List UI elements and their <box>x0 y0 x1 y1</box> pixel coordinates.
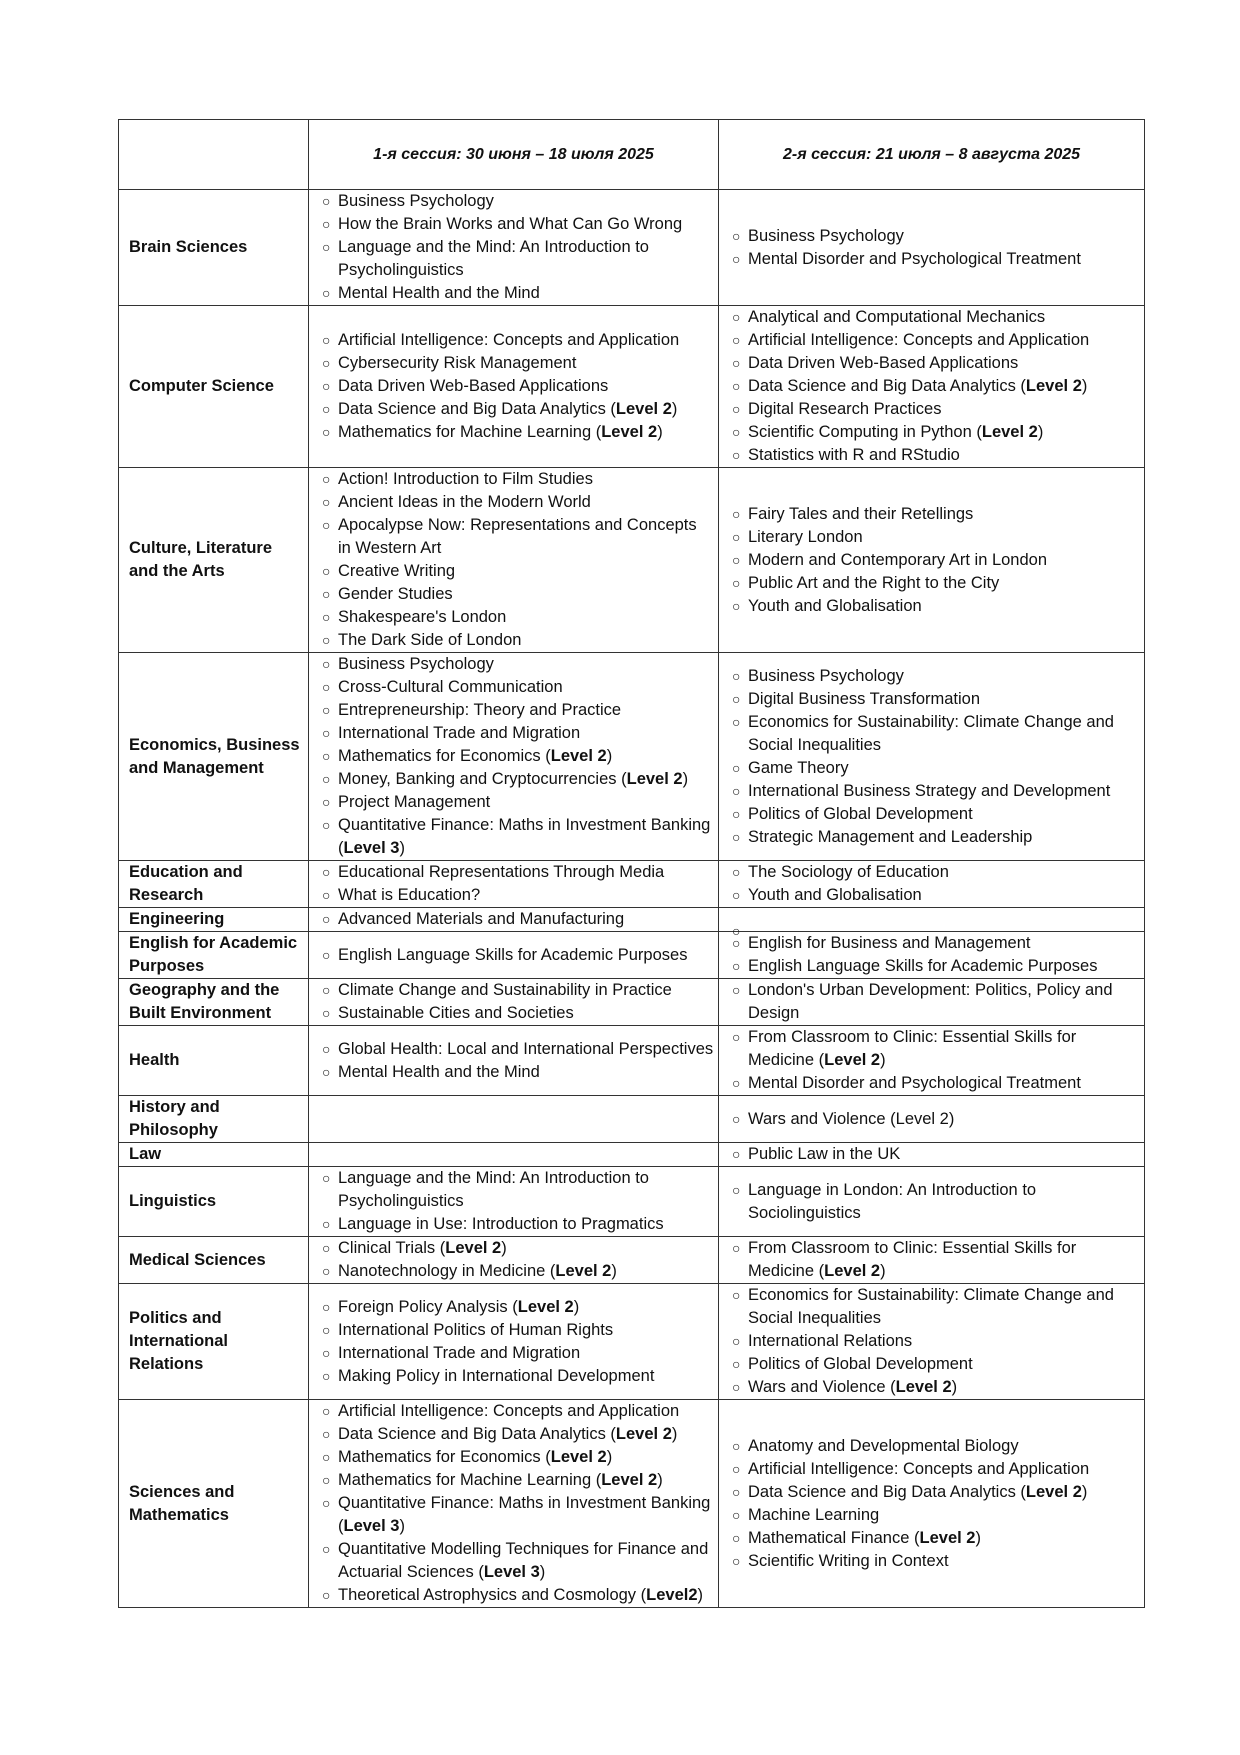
course-item <box>322 861 714 884</box>
course-title: Foreign Policy Analysis <box>338 1297 508 1316</box>
course-title: Politics of Global Development <box>748 1355 973 1373</box>
session-1-courses-cell <box>309 468 719 653</box>
course-item <box>322 722 714 745</box>
course-item: ○ Scientific Computing in Python (Level 2) <box>732 421 1140 444</box>
table-row <box>119 908 1145 932</box>
course-item <box>322 1213 714 1236</box>
course-item <box>322 1002 714 1025</box>
course-title: Public Law in the UK <box>748 1145 901 1163</box>
session-1-courses-cell <box>309 861 719 908</box>
course-level: Level 3 <box>483 1563 540 1581</box>
course-title: Data Driven Web-Based Applications <box>748 354 1019 372</box>
course-list <box>322 908 714 931</box>
course-title: English for Business and Management <box>748 934 1031 952</box>
course-title: Wars and Violence (Level 2) <box>748 1109 955 1128</box>
table-row <box>119 1026 1145 1096</box>
course-title: Statistics with R and RStudio <box>748 446 960 464</box>
course-title: English Language Skills for Academic Purposes <box>748 957 1098 975</box>
course-item <box>322 1038 714 1061</box>
course-item <box>322 1342 714 1365</box>
course-title: Data Science and Big Data Analytics <box>338 400 606 418</box>
course-title: From Classroom to Clinic: Essential Skills for Medicine <box>748 1239 1077 1280</box>
course-list <box>322 1038 714 1084</box>
session-1-courses-cell <box>309 306 719 468</box>
course-title: Public Art and the Right to the City <box>748 573 1000 592</box>
course-title: Project Management <box>338 793 491 811</box>
subject-cell: Linguistics <box>119 1167 309 1237</box>
course-list <box>322 944 714 967</box>
course-item: ○ Theoretical Astrophysics and Cosmology (Level2) <box>322 1584 714 1607</box>
course-list <box>732 1143 1140 1166</box>
session-1-courses-cell <box>309 1237 719 1284</box>
subject-cell: Brain Sciences <box>119 190 309 306</box>
course-title: Business Psychology <box>748 226 904 245</box>
course-item: ○ Data Science and Big Data Analytics (Level 2) <box>322 398 714 421</box>
course-title: Quantitative Finance: Maths in Investment Banking <box>338 1494 711 1512</box>
course-title: Shakespeare's London <box>338 608 507 626</box>
session-1-courses-cell <box>309 190 719 306</box>
course-title: Mental Disorder and Psychological Treatment <box>748 249 1081 268</box>
table-body <box>119 190 1145 1608</box>
table-row <box>119 1237 1145 1284</box>
session-2-courses-cell <box>719 468 1145 653</box>
course-item <box>322 1400 714 1423</box>
course-title: Ancient Ideas in the Modern World <box>338 493 591 511</box>
course-list <box>732 1108 1140 1131</box>
course-item: ○ Quantitative Modelling Techniques for Finance and Actuarial Sciences (Level 3) <box>322 1538 714 1584</box>
course-item <box>322 514 714 560</box>
course-list <box>322 329 714 444</box>
course-level: Level 2 <box>626 770 683 788</box>
course-item <box>732 1330 1140 1353</box>
course-level: Level 2 <box>824 1262 881 1280</box>
course-level: Level 2 <box>550 1448 607 1466</box>
course-level: Level 3 <box>343 839 400 857</box>
table-row <box>119 306 1145 468</box>
subject-cell: Economics, Business and Management <box>119 653 309 861</box>
table-row <box>119 1096 1145 1143</box>
subject-cell: Culture, Literature and the Arts <box>119 468 309 653</box>
course-item <box>322 653 714 676</box>
course-title: Action! Introduction to Film Studies <box>338 470 593 488</box>
session-2-courses-cell <box>719 1400 1145 1608</box>
course-title: Gender Studies <box>338 585 453 603</box>
course-list <box>322 190 714 305</box>
course-item <box>732 861 1140 884</box>
course-item <box>322 236 714 282</box>
course-item: ○ Mathematics for Machine Learning (Level 2) <box>322 421 714 444</box>
course-item <box>732 1072 1140 1095</box>
course-item <box>732 1550 1140 1573</box>
course-item <box>322 606 714 629</box>
table-row <box>119 1143 1145 1167</box>
session-1-courses-cell <box>309 932 719 979</box>
course-item: ○ Data Science and Big Data Analytics (Level 2) <box>732 375 1140 398</box>
session-2-courses-cell <box>719 1284 1145 1400</box>
course-list <box>732 1237 1140 1283</box>
course-list <box>732 1435 1140 1573</box>
session-1-courses-cell <box>309 1143 719 1167</box>
subject-cell: Medical Sciences <box>119 1237 309 1284</box>
course-item <box>322 699 714 722</box>
subject-cell: Engineering <box>119 908 309 932</box>
course-item <box>732 1458 1140 1481</box>
course-level: Level 2 <box>601 423 658 441</box>
course-item <box>322 190 714 213</box>
course-title: Language and the Mind: An Introduction to Psycholinguistics <box>338 238 649 279</box>
course-title: Cybersecurity Risk Management <box>338 354 577 372</box>
course-list <box>322 653 714 860</box>
course-item: ○ Quantitative Finance: Maths in Investment Banking (Level 3) <box>322 1492 714 1538</box>
course-item <box>322 944 714 967</box>
course-level: Level 2 <box>517 1297 574 1316</box>
course-title: Politics of Global Development <box>748 804 973 823</box>
course-title: Mathematical Finance <box>748 1528 910 1547</box>
course-title: Data Science and Big Data Analytics <box>748 1482 1016 1501</box>
course-item <box>732 688 1140 711</box>
session-1-courses-cell <box>309 908 719 932</box>
course-item <box>732 1353 1140 1376</box>
course-level: Level 2 <box>601 1471 658 1489</box>
course-level: Level2 <box>646 1586 698 1604</box>
subject-cell: Geography and the Built Environment <box>119 979 309 1026</box>
course-item <box>732 979 1140 1025</box>
course-item <box>732 398 1140 421</box>
course-title: Theoretical Astrophysics and Cosmology <box>338 1586 637 1604</box>
course-title: Literary London <box>748 527 863 546</box>
session-1-courses-cell <box>309 979 719 1026</box>
course-title: Sustainable Cities and Societies <box>338 1004 574 1022</box>
course-title: Analytical and Computational Mechanics <box>748 308 1046 326</box>
course-title: Game Theory <box>748 758 849 777</box>
subject-cell: Sciences and Mathematics <box>119 1400 309 1608</box>
course-title: Artificial Intelligence: Concepts and Application <box>748 1459 1090 1478</box>
header-session-1: 1-я сессия: 30 июня – 18 июля 2025 <box>309 120 719 190</box>
course-title: Business Psychology <box>338 192 494 210</box>
course-item: ○ Data Science and Big Data Analytics (Level 2) <box>732 1481 1140 1504</box>
course-title: Data Science and Big Data Analytics <box>748 377 1016 395</box>
session-1-courses-cell <box>309 1167 719 1237</box>
course-item <box>732 1143 1140 1166</box>
course-title: Clinical Trials <box>338 1239 436 1257</box>
subject-cell: Law <box>119 1143 309 1167</box>
table-row <box>119 1167 1145 1237</box>
session-2-courses-cell <box>719 861 1145 908</box>
session-1-courses-cell <box>309 653 719 861</box>
course-list <box>322 1400 714 1607</box>
subject-cell: History and Philosophy <box>119 1096 309 1143</box>
course-item <box>732 526 1140 549</box>
course-item <box>322 375 714 398</box>
course-title: Scientific Computing in Python <box>748 423 972 441</box>
course-title: Nanotechnology in Medicine <box>338 1262 546 1280</box>
course-title: Artificial Intelligence: Concepts and Application <box>338 1402 680 1420</box>
course-item <box>732 932 1140 955</box>
course-item <box>322 1061 714 1084</box>
session-2-courses-cell <box>719 1026 1145 1096</box>
course-list <box>732 503 1140 618</box>
session-2-courses-cell <box>719 1167 1145 1237</box>
course-list <box>322 861 714 907</box>
course-item: ○ Nanotechnology in Medicine (Level 2) <box>322 1260 714 1283</box>
course-item: ○ Mathematical Finance (Level 2) <box>732 1527 1140 1550</box>
course-item: ○ Wars and Violence (Level 2) <box>732 1376 1140 1399</box>
course-item <box>322 1319 714 1342</box>
course-title: Modern and Contemporary Art in London <box>748 550 1048 569</box>
course-item <box>732 1108 1140 1131</box>
session-2-courses-cell <box>719 653 1145 861</box>
course-item <box>322 676 714 699</box>
course-title: Fairy Tales and their Retellings <box>748 504 974 523</box>
course-title: Language in Use: Introduction to Pragmatics <box>338 1215 664 1233</box>
course-item: ○ Mathematics for Economics (Level 2) <box>322 1446 714 1469</box>
course-title: From Classroom to Clinic: Essential Skills for Medicine <box>748 1028 1077 1069</box>
course-item <box>322 282 714 305</box>
course-item <box>732 572 1140 595</box>
session-1-courses-cell <box>309 1400 719 1608</box>
course-item <box>732 549 1140 572</box>
course-item <box>732 826 1140 849</box>
table-row <box>119 653 1145 861</box>
course-title: Advanced Materials and Manufacturing <box>338 910 625 928</box>
course-item <box>322 791 714 814</box>
course-title: Business Psychology <box>338 655 494 673</box>
course-item <box>732 711 1140 757</box>
course-title: Digital Research Practices <box>748 400 942 418</box>
course-title: Language in London: An Introduction to Sociolinguistics <box>748 1180 1037 1222</box>
table-header-row <box>119 120 1145 190</box>
course-title: Mathematics for Economics <box>338 747 541 765</box>
course-item <box>322 352 714 375</box>
session-2-courses-cell <box>719 190 1145 306</box>
course-item <box>732 884 1140 907</box>
table-row <box>119 979 1145 1026</box>
course-item <box>732 1504 1140 1527</box>
course-title: Creative Writing <box>338 562 456 580</box>
course-title: Data Driven Web-Based Applications <box>338 377 609 395</box>
course-list <box>322 1296 714 1388</box>
subject-cell: Education and Research <box>119 861 309 908</box>
session-2-courses-cell <box>719 1237 1145 1284</box>
session-1-courses-cell <box>309 1284 719 1400</box>
course-title: Machine Learning <box>748 1505 880 1524</box>
course-level: Level 3 <box>343 1517 400 1535</box>
course-item <box>732 665 1140 688</box>
course-item: ○ Quantitative Finance: Maths in Investment Banking (Level 3) <box>322 814 714 860</box>
course-title: How the Brain Works and What Can Go Wrong <box>338 215 683 233</box>
course-list <box>322 1167 714 1236</box>
course-title: Digital Business Transformation <box>748 689 981 708</box>
course-item <box>732 803 1140 826</box>
course-title: Economics for Sustainability: Climate Change and Social Inequalities <box>748 1286 1114 1327</box>
course-level: Level 2 <box>895 1378 952 1396</box>
course-item: ○ Mathematics for Economics (Level 2) <box>322 745 714 768</box>
course-item: ○ Foreign Policy Analysis (Level 2) <box>322 1296 714 1319</box>
course-title: Entrepreneurship: Theory and Practice <box>338 701 622 719</box>
session-2-courses-cell <box>719 306 1145 468</box>
course-title: Anatomy and Developmental Biology <box>748 1436 1019 1455</box>
course-item <box>322 468 714 491</box>
course-list <box>732 861 1140 907</box>
course-item <box>322 629 714 652</box>
course-level: Level 2 <box>824 1051 881 1069</box>
course-item <box>732 595 1140 618</box>
course-item <box>322 979 714 1002</box>
course-title: International Trade and Migration <box>338 1343 581 1362</box>
course-title: Data Science and Big Data Analytics <box>338 1425 606 1443</box>
course-list <box>732 306 1140 467</box>
course-item <box>732 1179 1140 1225</box>
course-level: Level 2 <box>615 400 672 418</box>
course-item <box>322 583 714 606</box>
subject-cell: English for Academic Purposes <box>119 932 309 979</box>
header-session-2: 2-я сессия: 21 июля – 8 августа 2025 <box>719 120 1145 190</box>
course-title: Global Health: Local and International Perspectives <box>338 1039 714 1058</box>
course-list <box>732 665 1140 849</box>
course-title: Mental Health and the Mind <box>338 1062 540 1081</box>
course-title: Mental Disorder and Psychological Treatment <box>748 1074 1081 1092</box>
course-title: Artificial Intelligence: Concepts and Application <box>748 331 1090 349</box>
course-list <box>732 1026 1140 1095</box>
table-row <box>119 468 1145 653</box>
course-list <box>732 932 1140 978</box>
course-item: ○ From Classroom to Clinic: Essential Skills for Medicine (Level 2) <box>732 1026 1140 1072</box>
course-title: International Trade and Migration <box>338 724 581 742</box>
course-title: Apocalypse Now: Representations and Concepts in Western Art <box>338 516 697 557</box>
table-row <box>119 1400 1145 1608</box>
course-item <box>732 248 1140 271</box>
course-title: Language and the Mind: An Introduction to Psycholinguistics <box>338 1169 649 1210</box>
course-list <box>732 1284 1140 1399</box>
course-item <box>732 329 1140 352</box>
course-level: Level 2 <box>555 1262 612 1280</box>
course-list <box>322 468 714 652</box>
course-title: Wars and Violence <box>748 1378 886 1396</box>
course-title: Youth and Globalisation <box>748 596 922 615</box>
course-list <box>732 1179 1140 1225</box>
course-item <box>322 908 714 931</box>
course-title: The Dark Side of London <box>338 631 522 649</box>
session-2-courses-cell <box>719 932 1145 979</box>
course-title: Cross-Cultural Communication <box>338 678 563 696</box>
course-title: International Business Strategy and Development <box>748 781 1111 800</box>
session-2-courses-cell <box>719 979 1145 1026</box>
course-title: Money, Banking and Cryptocurrencies <box>338 770 617 788</box>
session-1-courses-cell <box>309 1026 719 1096</box>
course-item: ○ Clinical Trials (Level 2) <box>322 1237 714 1260</box>
course-title: What is Education? <box>338 886 481 904</box>
course-item: ○ From Classroom to Clinic: Essential Skills for Medicine (Level 2) <box>732 1237 1140 1283</box>
subject-cell: Politics and International Relations <box>119 1284 309 1400</box>
session-1-courses-cell <box>309 1096 719 1143</box>
course-item: ○ Data Science and Big Data Analytics (Level 2) <box>322 1423 714 1446</box>
course-title: Mathematics for Machine Learning <box>338 423 592 441</box>
course-schedule-table <box>118 119 1145 1608</box>
course-list <box>322 979 714 1025</box>
course-item: ○ Mathematics for Machine Learning (Level 2) <box>322 1469 714 1492</box>
course-title: English Language Skills for Academic Purposes <box>338 945 688 964</box>
course-item <box>732 225 1140 248</box>
course-item <box>732 352 1140 375</box>
course-item <box>322 1365 714 1388</box>
course-title: Educational Representations Through Media <box>338 863 665 881</box>
subject-cell: Health <box>119 1026 309 1096</box>
course-title: International Relations <box>748 1332 913 1350</box>
course-title: London's Urban Development: Politics, Policy and Design <box>748 981 1113 1022</box>
course-item <box>732 503 1140 526</box>
course-level: Level 2 <box>1025 1482 1082 1501</box>
course-item <box>322 213 714 236</box>
course-item <box>732 1435 1140 1458</box>
course-item <box>322 491 714 514</box>
course-title: Scientific Writing in Context <box>748 1551 949 1570</box>
course-item: ○ Money, Banking and Cryptocurrencies (Level 2) <box>322 768 714 791</box>
course-title: Strategic Management and Leadership <box>748 827 1033 846</box>
course-item <box>732 306 1140 329</box>
course-level: Level 2 <box>445 1239 502 1257</box>
table-row <box>119 190 1145 306</box>
course-title: Mathematics for Economics <box>338 1448 541 1466</box>
course-title: Climate Change and Sustainability in Practice <box>338 981 672 999</box>
course-item <box>732 757 1140 780</box>
table-row <box>119 1284 1145 1400</box>
course-list <box>322 1237 714 1283</box>
course-item <box>322 560 714 583</box>
course-title: Economics for Sustainability: Climate Change and Social Inequalities <box>748 712 1114 754</box>
session-2-courses-cell <box>719 1096 1145 1143</box>
course-item <box>322 329 714 352</box>
course-item <box>322 1167 714 1213</box>
session-2-courses-cell <box>719 1143 1145 1167</box>
course-title: Mathematics for Machine Learning <box>338 1471 592 1489</box>
session-2-courses-cell <box>719 908 1145 932</box>
course-title: Artificial Intelligence: Concepts and Application <box>338 331 680 349</box>
course-title: Mental Health and the Mind <box>338 284 540 302</box>
table-row <box>119 861 1145 908</box>
course-title: Making Policy in International Development <box>338 1366 655 1385</box>
course-level: Level 2 <box>615 1425 672 1443</box>
course-list <box>732 225 1140 271</box>
course-item <box>732 955 1140 978</box>
course-title: Youth and Globalisation <box>748 886 922 904</box>
course-title: International Politics of Human Rights <box>338 1320 614 1339</box>
course-list <box>732 979 1140 1025</box>
course-title: Business Psychology <box>748 666 904 685</box>
table-row <box>119 932 1145 979</box>
course-level: Level 2 <box>919 1528 976 1547</box>
course-item <box>322 884 714 907</box>
course-item <box>732 780 1140 803</box>
course-level: Level 2 <box>1025 377 1082 395</box>
course-item <box>732 1284 1140 1330</box>
course-title: Quantitative Finance: Maths in Investment Banking <box>338 816 711 834</box>
course-item <box>732 444 1140 467</box>
subject-cell: Computer Science <box>119 306 309 468</box>
course-level: Level 2 <box>981 423 1038 441</box>
header-subject-cell <box>119 120 309 190</box>
course-level: Level 2 <box>550 747 607 765</box>
course-title: Quantitative Modelling Techniques for Finance and Actuarial Sciences <box>338 1540 709 1581</box>
course-title: The Sociology of Education <box>748 863 949 881</box>
